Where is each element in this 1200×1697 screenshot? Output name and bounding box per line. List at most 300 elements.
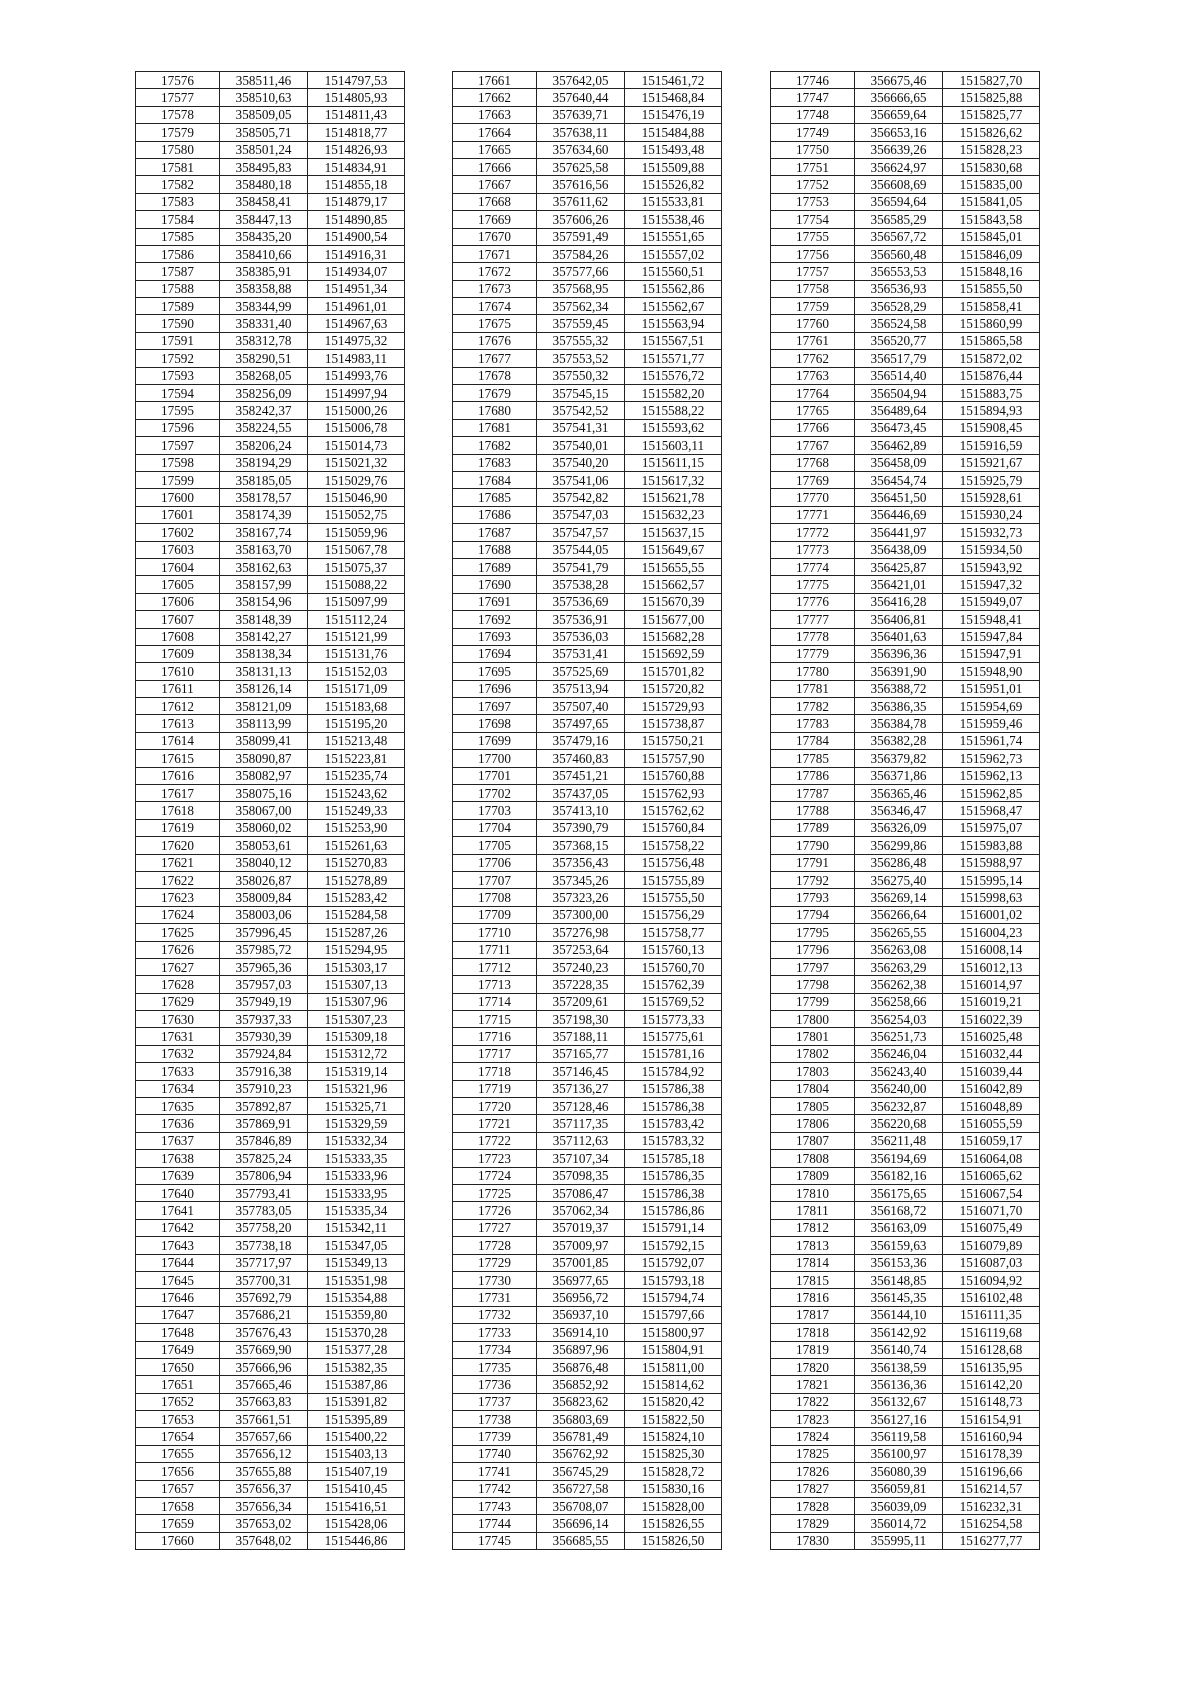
table-row [453, 437, 722, 454]
point-number-cell: 17766 [771, 419, 855, 436]
x-coordinate-cell: 356100,97 [855, 1445, 943, 1462]
table-row [453, 698, 722, 715]
x-coordinate-cell: 357892,87 [220, 1098, 308, 1115]
table-row [136, 1063, 405, 1080]
x-coordinate-cell: 357513,94 [537, 680, 625, 697]
point-number-cell: 17635 [136, 1098, 220, 1115]
y-coordinate-cell: 1516128,68 [943, 1341, 1040, 1358]
point-number-cell: 17621 [136, 854, 220, 871]
table-row [771, 1063, 1040, 1080]
x-coordinate-cell: 356675,46 [855, 72, 943, 89]
y-coordinate-cell: 1516160,94 [943, 1428, 1040, 1445]
x-coordinate-cell: 356524,58 [855, 315, 943, 332]
table-row [453, 158, 722, 175]
point-number-cell: 17813 [771, 1237, 855, 1254]
table-row [453, 941, 722, 958]
y-coordinate-cell: 1515792,07 [625, 1254, 722, 1271]
y-coordinate-cell: 1515738,87 [625, 715, 722, 732]
point-number-cell: 17804 [771, 1080, 855, 1097]
point-number-cell: 17712 [453, 958, 537, 975]
y-coordinate-cell: 1515843,58 [943, 211, 1040, 228]
point-number-cell: 17619 [136, 819, 220, 836]
y-coordinate-cell: 1515052,75 [308, 506, 405, 523]
y-coordinate-cell: 1515325,71 [308, 1098, 405, 1115]
point-number-cell: 17710 [453, 924, 537, 941]
x-coordinate-cell: 356175,65 [855, 1185, 943, 1202]
x-coordinate-cell: 356517,79 [855, 350, 943, 367]
point-number-cell: 17771 [771, 506, 855, 523]
x-coordinate-cell: 357086,47 [537, 1185, 625, 1202]
table-row [136, 1324, 405, 1341]
x-coordinate-cell: 356560,48 [855, 245, 943, 262]
point-number-cell: 17742 [453, 1480, 537, 1497]
y-coordinate-cell: 1515841,05 [943, 193, 1040, 210]
y-coordinate-cell: 1515131,76 [308, 645, 405, 662]
x-coordinate-cell: 358162,63 [220, 558, 308, 575]
table-row [136, 645, 405, 662]
y-coordinate-cell: 1516071,70 [943, 1202, 1040, 1219]
table-row [453, 785, 722, 802]
x-coordinate-cell: 357910,23 [220, 1080, 308, 1097]
x-coordinate-cell: 356396,36 [855, 645, 943, 662]
x-coordinate-cell: 357460,83 [537, 750, 625, 767]
table-row [771, 1011, 1040, 1028]
point-number-cell: 17736 [453, 1376, 537, 1393]
point-number-cell: 17650 [136, 1358, 220, 1375]
y-coordinate-cell: 1514934,07 [308, 263, 405, 280]
point-number-cell: 17631 [136, 1028, 220, 1045]
x-coordinate-cell: 356762,92 [537, 1445, 625, 1462]
x-coordinate-cell: 358075,16 [220, 785, 308, 802]
y-coordinate-cell: 1515825,77 [943, 106, 1040, 123]
table-row [771, 1428, 1040, 1445]
y-coordinate-cell: 1516039,44 [943, 1063, 1040, 1080]
table-row [136, 1098, 405, 1115]
table-row [453, 715, 722, 732]
x-coordinate-cell: 357957,03 [220, 976, 308, 993]
y-coordinate-cell: 1515303,17 [308, 958, 405, 975]
point-number-cell: 17791 [771, 854, 855, 871]
point-number-cell: 17652 [136, 1393, 220, 1410]
y-coordinate-cell: 1515351,98 [308, 1271, 405, 1288]
table-row [453, 993, 722, 1010]
point-number-cell: 17610 [136, 663, 220, 680]
table-row [136, 1480, 405, 1497]
y-coordinate-cell: 1516111,35 [943, 1306, 1040, 1323]
table-row [771, 1080, 1040, 1097]
point-number-cell: 17743 [453, 1498, 537, 1515]
x-coordinate-cell: 356666,65 [855, 89, 943, 106]
y-coordinate-cell: 1514997,94 [308, 385, 405, 402]
table-row [453, 263, 722, 280]
x-coordinate-cell: 356168,72 [855, 1202, 943, 1219]
y-coordinate-cell: 1515784,92 [625, 1063, 722, 1080]
y-coordinate-cell: 1515670,39 [625, 593, 722, 610]
x-coordinate-cell: 358142,27 [220, 628, 308, 645]
point-number-cell: 17664 [453, 124, 537, 141]
x-coordinate-cell: 356153,36 [855, 1254, 943, 1271]
point-number-cell: 17585 [136, 228, 220, 245]
point-number-cell: 17594 [136, 385, 220, 402]
x-coordinate-cell: 357562,34 [537, 298, 625, 315]
y-coordinate-cell: 1515959,46 [943, 715, 1040, 732]
y-coordinate-cell: 1515949,07 [943, 593, 1040, 610]
x-coordinate-cell: 356438,09 [855, 541, 943, 558]
point-number-cell: 17792 [771, 871, 855, 888]
y-coordinate-cell: 1515755,50 [625, 889, 722, 906]
y-coordinate-cell: 1515088,22 [308, 576, 405, 593]
y-coordinate-cell: 1515827,70 [943, 72, 1040, 89]
y-coordinate-cell: 1514890,85 [308, 211, 405, 228]
x-coordinate-cell: 358138,34 [220, 645, 308, 662]
table-row [453, 228, 722, 245]
table-row [136, 332, 405, 349]
x-coordinate-cell: 357657,66 [220, 1428, 308, 1445]
x-coordinate-cell: 357544,05 [537, 541, 625, 558]
y-coordinate-cell: 1515321,96 [308, 1080, 405, 1097]
y-coordinate-cell: 1515270,83 [308, 854, 405, 871]
point-number-cell: 17727 [453, 1219, 537, 1236]
x-coordinate-cell: 355995,11 [855, 1532, 943, 1549]
table-row [136, 1237, 405, 1254]
table-row [771, 158, 1040, 175]
y-coordinate-cell: 1515637,15 [625, 524, 722, 541]
point-number-cell: 17688 [453, 541, 537, 558]
x-coordinate-cell: 357611,62 [537, 193, 625, 210]
x-coordinate-cell: 357062,34 [537, 1202, 625, 1219]
point-number-cell: 17698 [453, 715, 537, 732]
table-row [136, 1411, 405, 1428]
table-row [136, 524, 405, 541]
point-number-cell: 17762 [771, 350, 855, 367]
table-row [453, 645, 722, 662]
y-coordinate-cell: 1515962,85 [943, 785, 1040, 802]
point-number-cell: 17616 [136, 767, 220, 784]
table-row [453, 1289, 722, 1306]
table-row [771, 315, 1040, 332]
table-row [136, 1219, 405, 1236]
y-coordinate-cell: 1515769,52 [625, 993, 722, 1010]
y-coordinate-cell: 1515804,91 [625, 1341, 722, 1358]
table-row [136, 785, 405, 802]
y-coordinate-cell: 1515828,72 [625, 1463, 722, 1480]
x-coordinate-cell: 358256,09 [220, 385, 308, 402]
x-coordinate-cell: 357985,72 [220, 941, 308, 958]
point-number-cell: 17639 [136, 1167, 220, 1184]
point-number-cell: 17822 [771, 1393, 855, 1410]
table-row [136, 819, 405, 836]
table-row [136, 454, 405, 471]
point-number-cell: 17587 [136, 263, 220, 280]
x-coordinate-cell: 357930,39 [220, 1028, 308, 1045]
table-row [771, 854, 1040, 871]
y-coordinate-cell: 1515865,58 [943, 332, 1040, 349]
table-body [771, 72, 1040, 1550]
y-coordinate-cell: 1516008,14 [943, 941, 1040, 958]
table-row [136, 593, 405, 610]
y-coordinate-cell: 1515382,35 [308, 1358, 405, 1375]
point-number-cell: 17590 [136, 315, 220, 332]
x-coordinate-cell: 356781,49 [537, 1428, 625, 1445]
table-row [771, 1237, 1040, 1254]
x-coordinate-cell: 357128,46 [537, 1098, 625, 1115]
x-coordinate-cell: 358099,41 [220, 732, 308, 749]
point-number-cell: 17582 [136, 176, 220, 193]
point-number-cell: 17628 [136, 976, 220, 993]
x-coordinate-cell: 358331,40 [220, 315, 308, 332]
point-number-cell: 17801 [771, 1028, 855, 1045]
point-number-cell: 17692 [453, 611, 537, 628]
y-coordinate-cell: 1515562,67 [625, 298, 722, 315]
y-coordinate-cell: 1515195,20 [308, 715, 405, 732]
y-coordinate-cell: 1515171,09 [308, 680, 405, 697]
point-number-cell: 17686 [453, 506, 537, 523]
point-number-cell: 17641 [136, 1202, 220, 1219]
x-coordinate-cell: 358206,24 [220, 437, 308, 454]
table-row [771, 193, 1040, 210]
table-row [453, 871, 722, 888]
point-number-cell: 17732 [453, 1306, 537, 1323]
y-coordinate-cell: 1515928,61 [943, 489, 1040, 506]
point-number-cell: 17818 [771, 1324, 855, 1341]
x-coordinate-cell: 357937,33 [220, 1011, 308, 1028]
point-number-cell: 17803 [771, 1063, 855, 1080]
x-coordinate-cell: 357669,90 [220, 1341, 308, 1358]
y-coordinate-cell: 1515410,45 [308, 1480, 405, 1497]
table-row [136, 1498, 405, 1515]
table-row [453, 489, 722, 506]
table-row [453, 1167, 722, 1184]
x-coordinate-cell: 357198,30 [537, 1011, 625, 1028]
point-number-cell: 17606 [136, 593, 220, 610]
x-coordinate-cell: 357413,10 [537, 802, 625, 819]
x-coordinate-cell: 357098,35 [537, 1167, 625, 1184]
y-coordinate-cell: 1514834,91 [308, 158, 405, 175]
y-coordinate-cell: 1515775,61 [625, 1028, 722, 1045]
point-number-cell: 17595 [136, 402, 220, 419]
point-number-cell: 17630 [136, 1011, 220, 1028]
y-coordinate-cell: 1515284,58 [308, 906, 405, 923]
table-row [136, 576, 405, 593]
point-number-cell: 17679 [453, 385, 537, 402]
point-number-cell: 17648 [136, 1324, 220, 1341]
y-coordinate-cell: 1515793,18 [625, 1271, 722, 1288]
x-coordinate-cell: 356275,40 [855, 871, 943, 888]
point-number-cell: 17787 [771, 785, 855, 802]
y-coordinate-cell: 1514916,31 [308, 245, 405, 262]
table-row [453, 419, 722, 436]
table-row [136, 906, 405, 923]
x-coordinate-cell: 356382,28 [855, 732, 943, 749]
y-coordinate-cell: 1515794,74 [625, 1289, 722, 1306]
x-coordinate-cell: 357240,23 [537, 958, 625, 975]
y-coordinate-cell: 1516048,89 [943, 1098, 1040, 1115]
table-row [136, 1445, 405, 1462]
y-coordinate-cell: 1515223,81 [308, 750, 405, 767]
table-row [136, 924, 405, 941]
point-number-cell: 17659 [136, 1515, 220, 1532]
table-row [136, 1150, 405, 1167]
x-coordinate-cell: 357996,45 [220, 924, 308, 941]
x-coordinate-cell: 356346,47 [855, 802, 943, 819]
y-coordinate-cell: 1516277,77 [943, 1532, 1040, 1549]
x-coordinate-cell: 356956,72 [537, 1289, 625, 1306]
y-coordinate-cell: 1516012,13 [943, 958, 1040, 975]
x-coordinate-cell: 357676,43 [220, 1324, 308, 1341]
x-coordinate-cell: 356388,72 [855, 680, 943, 697]
point-number-cell: 17754 [771, 211, 855, 228]
y-coordinate-cell: 1515582,20 [625, 385, 722, 402]
y-coordinate-cell: 1515121,99 [308, 628, 405, 645]
table-row [136, 350, 405, 367]
y-coordinate-cell: 1515962,13 [943, 767, 1040, 784]
x-coordinate-cell: 358268,05 [220, 367, 308, 384]
point-number-cell: 17684 [453, 471, 537, 488]
table-row [453, 1219, 722, 1236]
x-coordinate-cell: 356914,10 [537, 1324, 625, 1341]
point-number-cell: 17683 [453, 454, 537, 471]
table-row [771, 1202, 1040, 1219]
x-coordinate-cell: 358501,24 [220, 141, 308, 158]
x-coordinate-cell: 357540,20 [537, 454, 625, 471]
point-number-cell: 17622 [136, 871, 220, 888]
y-coordinate-cell: 1515828,23 [943, 141, 1040, 158]
point-number-cell: 17593 [136, 367, 220, 384]
table-row [453, 211, 722, 228]
point-number-cell: 17607 [136, 611, 220, 628]
table-row [453, 1098, 722, 1115]
y-coordinate-cell: 1514975,32 [308, 332, 405, 349]
y-coordinate-cell: 1516102,48 [943, 1289, 1040, 1306]
table-row [453, 906, 722, 923]
y-coordinate-cell: 1516067,54 [943, 1185, 1040, 1202]
table-row [453, 1045, 722, 1062]
y-coordinate-cell: 1516087,03 [943, 1254, 1040, 1271]
y-coordinate-cell: 1515916,59 [943, 437, 1040, 454]
table-row [453, 837, 722, 854]
x-coordinate-cell: 357825,24 [220, 1150, 308, 1167]
point-number-cell: 17586 [136, 245, 220, 262]
x-coordinate-cell: 356014,72 [855, 1515, 943, 1532]
x-coordinate-cell: 356211,48 [855, 1132, 943, 1149]
y-coordinate-cell: 1515826,62 [943, 124, 1040, 141]
point-number-cell: 17612 [136, 698, 220, 715]
x-coordinate-cell: 356127,16 [855, 1411, 943, 1428]
point-number-cell: 17768 [771, 454, 855, 471]
x-coordinate-cell: 358447,13 [220, 211, 308, 228]
x-coordinate-cell: 357019,37 [537, 1219, 625, 1236]
table-row [136, 889, 405, 906]
x-coordinate-cell: 356386,35 [855, 698, 943, 715]
x-coordinate-cell: 358174,39 [220, 506, 308, 523]
x-coordinate-cell: 356977,65 [537, 1271, 625, 1288]
table-row [771, 1463, 1040, 1480]
y-coordinate-cell: 1515797,66 [625, 1306, 722, 1323]
x-coordinate-cell: 357965,36 [220, 958, 308, 975]
table-row [453, 611, 722, 628]
table-row [771, 576, 1040, 593]
x-coordinate-cell: 357758,20 [220, 1219, 308, 1236]
x-coordinate-cell: 356514,40 [855, 367, 943, 384]
x-coordinate-cell: 357717,97 [220, 1254, 308, 1271]
table-row [771, 1358, 1040, 1375]
table-row [771, 837, 1040, 854]
point-number-cell: 17778 [771, 628, 855, 645]
point-number-cell: 17645 [136, 1271, 220, 1288]
y-coordinate-cell: 1514900,54 [308, 228, 405, 245]
x-coordinate-cell: 358082,97 [220, 767, 308, 784]
point-number-cell: 17647 [136, 1306, 220, 1323]
y-coordinate-cell: 1515067,78 [308, 541, 405, 558]
y-coordinate-cell: 1515786,35 [625, 1167, 722, 1184]
y-coordinate-cell: 1515333,95 [308, 1185, 405, 1202]
y-coordinate-cell: 1515307,13 [308, 976, 405, 993]
y-coordinate-cell: 1515757,90 [625, 750, 722, 767]
table-row [771, 924, 1040, 941]
point-number-cell: 17703 [453, 802, 537, 819]
table-row [771, 1167, 1040, 1184]
x-coordinate-cell: 357584,26 [537, 245, 625, 262]
y-coordinate-cell: 1515783,32 [625, 1132, 722, 1149]
table-row [453, 628, 722, 645]
table-row [136, 1045, 405, 1062]
y-coordinate-cell: 1515632,23 [625, 506, 722, 523]
table-row [771, 663, 1040, 680]
y-coordinate-cell: 1515213,48 [308, 732, 405, 749]
y-coordinate-cell: 1515947,91 [943, 645, 1040, 662]
x-coordinate-cell: 357663,83 [220, 1393, 308, 1410]
x-coordinate-cell: 357541,31 [537, 419, 625, 436]
y-coordinate-cell: 1515998,63 [943, 889, 1040, 906]
point-number-cell: 17802 [771, 1045, 855, 1062]
table-row [771, 941, 1040, 958]
table-row [453, 89, 722, 106]
point-number-cell: 17729 [453, 1254, 537, 1271]
y-coordinate-cell: 1516019,21 [943, 993, 1040, 1010]
y-coordinate-cell: 1516079,89 [943, 1237, 1040, 1254]
y-coordinate-cell: 1515876,44 [943, 367, 1040, 384]
table-row [453, 576, 722, 593]
y-coordinate-cell: 1515781,16 [625, 1045, 722, 1062]
x-coordinate-cell: 357165,77 [537, 1045, 625, 1062]
x-coordinate-cell: 356823,62 [537, 1393, 625, 1410]
point-number-cell: 17649 [136, 1341, 220, 1358]
table-row [453, 924, 722, 941]
point-number-cell: 17673 [453, 280, 537, 297]
point-number-cell: 17644 [136, 1254, 220, 1271]
x-coordinate-cell: 357531,41 [537, 645, 625, 662]
x-coordinate-cell: 357550,32 [537, 367, 625, 384]
table-row [136, 1202, 405, 1219]
y-coordinate-cell: 1515261,63 [308, 837, 405, 854]
point-number-cell: 17681 [453, 419, 537, 436]
point-number-cell: 17605 [136, 576, 220, 593]
x-coordinate-cell: 357228,35 [537, 976, 625, 993]
x-coordinate-cell: 357547,57 [537, 524, 625, 541]
point-number-cell: 17810 [771, 1185, 855, 1202]
x-coordinate-cell: 356265,55 [855, 924, 943, 941]
x-coordinate-cell: 358040,12 [220, 854, 308, 871]
point-number-cell: 17709 [453, 906, 537, 923]
x-coordinate-cell: 357666,96 [220, 1358, 308, 1375]
point-number-cell: 17815 [771, 1271, 855, 1288]
table-row [771, 402, 1040, 419]
point-number-cell: 17614 [136, 732, 220, 749]
table-row [453, 1063, 722, 1080]
table-row [453, 385, 722, 402]
y-coordinate-cell: 1515825,88 [943, 89, 1040, 106]
table-row [136, 1515, 405, 1532]
